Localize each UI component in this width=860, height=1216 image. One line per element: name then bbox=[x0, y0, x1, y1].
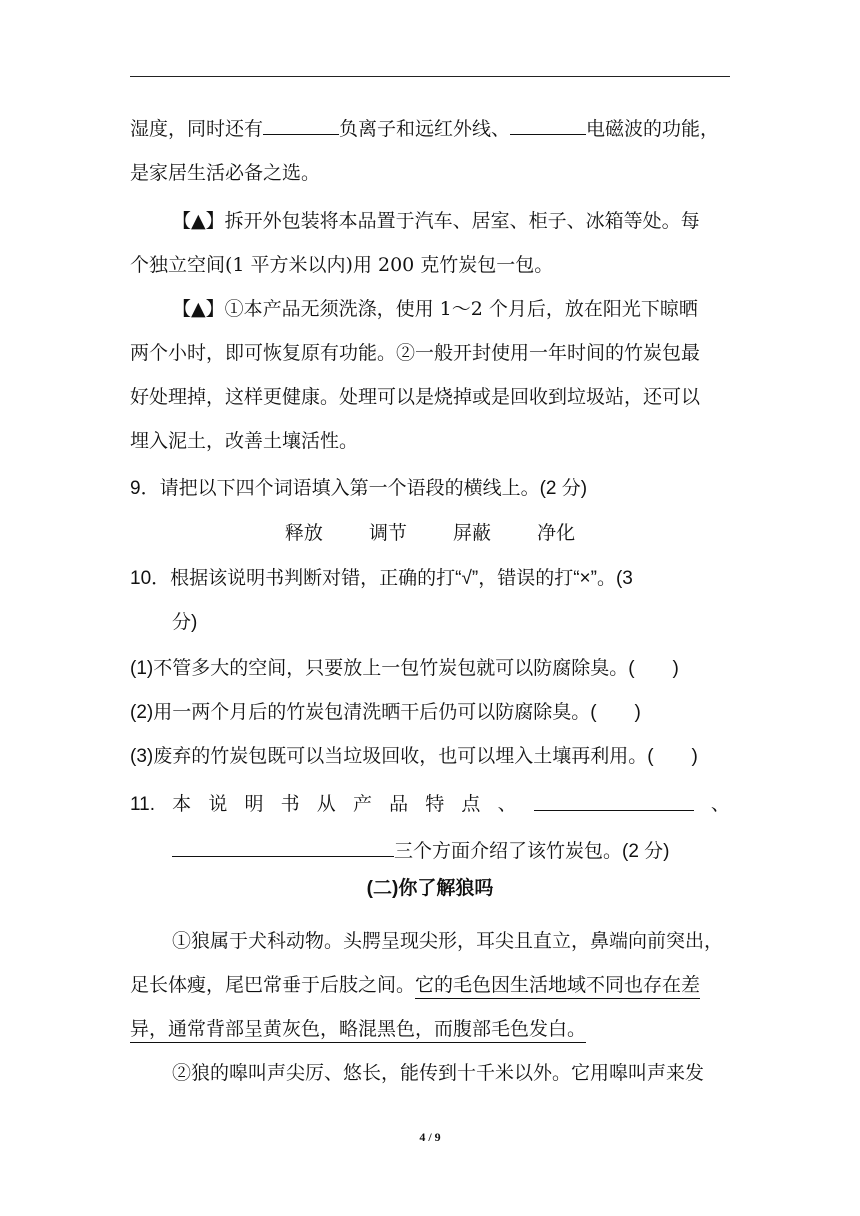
judge-item[interactable]: (2)用一两个月后的竹炭包清洗晒干后仍可以防腐除臭。( ) bbox=[130, 702, 641, 723]
q11-char: 点 bbox=[461, 794, 481, 815]
fill-blank[interactable] bbox=[534, 792, 694, 811]
q11-char: 品 bbox=[389, 794, 409, 815]
text-line bbox=[130, 972, 730, 998]
word-bank bbox=[0, 520, 860, 546]
section-title: (二)你了解狼吗 bbox=[366, 878, 494, 899]
q11-char: 、 bbox=[710, 794, 730, 815]
q11-char: 、 bbox=[497, 794, 517, 815]
question-10: 10．根据该说明书判断对错，正确的打“√”，错误的打“×”。(3 bbox=[130, 568, 633, 589]
text-line: 两个小时，即可恢复原有功能。②一般开封使用一年时间的竹炭包最 bbox=[130, 342, 701, 364]
text-line: 个独立空间(1 平方米以内)用 200 克竹炭包一包。 bbox=[130, 254, 554, 276]
question-11-cont bbox=[172, 838, 730, 865]
word-item: 屏蔽 bbox=[453, 522, 492, 544]
text-line: 【▲】①本产品无须洗涤，使用 1～2 个月后，放在阳光下晾晒 bbox=[172, 298, 698, 320]
word-item: 释放 bbox=[284, 522, 323, 544]
question-11 bbox=[130, 792, 730, 818]
judge-item[interactable]: (1)不管多大的空间，只要放上一包竹炭包就可以防腐除臭。( ) bbox=[130, 658, 679, 679]
q11-char: 书 bbox=[280, 794, 300, 815]
question-9: 9．请把以下四个词语填入第一个语段的横线上。(2 分) bbox=[130, 478, 588, 499]
header-rule bbox=[130, 76, 730, 77]
q11-char: 从 bbox=[316, 794, 336, 815]
q11-char: 明 bbox=[244, 794, 264, 815]
fill-blank[interactable] bbox=[510, 116, 586, 135]
question-10-cont: 分) bbox=[172, 612, 198, 633]
text-line: 好处理掉，这样更健康。处理可以是烧掉或是回收到垃圾站，还可以 bbox=[130, 386, 701, 408]
q11-char: 本 bbox=[172, 794, 192, 815]
q11-char: 说 bbox=[208, 794, 228, 815]
text-line: ①狼属于犬科动物。头腭呈现尖形，耳尖且直立，鼻端向前突出， bbox=[172, 930, 724, 952]
text-segment: 湿度，同时还有 bbox=[130, 118, 264, 140]
q11-char: 特 bbox=[425, 794, 445, 815]
text-segment: 足长体瘦，尾巴常垂于后肢之间。 bbox=[130, 974, 416, 996]
underlined-text: 它的毛色因生活地域不同也存在差 bbox=[415, 974, 700, 999]
word-item: 调节 bbox=[368, 522, 407, 544]
text-line: 【▲】拆开外包装将本品置于汽车、居室、柜子、冰箱等处。每 bbox=[172, 210, 700, 232]
text-line: ②狼的嗥叫声尖厉、悠长，能传到十千米以外。它用嗥叫声来发 bbox=[172, 1062, 705, 1084]
text-line: 埋入泥土，改善土壤活性。 bbox=[130, 430, 359, 452]
page-number: 4 / 9 bbox=[419, 1130, 441, 1144]
word-item: 净化 bbox=[537, 522, 576, 544]
fill-blank[interactable] bbox=[263, 116, 339, 135]
underlined-text: 异，通常背部呈黄灰色，略混黑色，而腹部毛色发白。 bbox=[130, 1018, 586, 1043]
q11-char: 产 bbox=[352, 794, 372, 815]
judge-item[interactable]: (3)废弃的竹炭包既可以当垃圾回收，也可以埋入土壤再利用。( ) bbox=[130, 746, 698, 767]
text-segment: 三个方面介绍了该竹炭包。(2 分) bbox=[394, 841, 670, 862]
text-line bbox=[130, 1016, 730, 1042]
fill-blank[interactable] bbox=[172, 838, 394, 857]
text-segment: 电磁波的功能， bbox=[586, 118, 720, 140]
text-segment: 负离子和远红外线、 bbox=[339, 118, 511, 140]
text-line bbox=[130, 116, 730, 142]
q11-char: 11. bbox=[130, 794, 156, 815]
text-line: 是家居生活必备之选。 bbox=[130, 162, 321, 184]
